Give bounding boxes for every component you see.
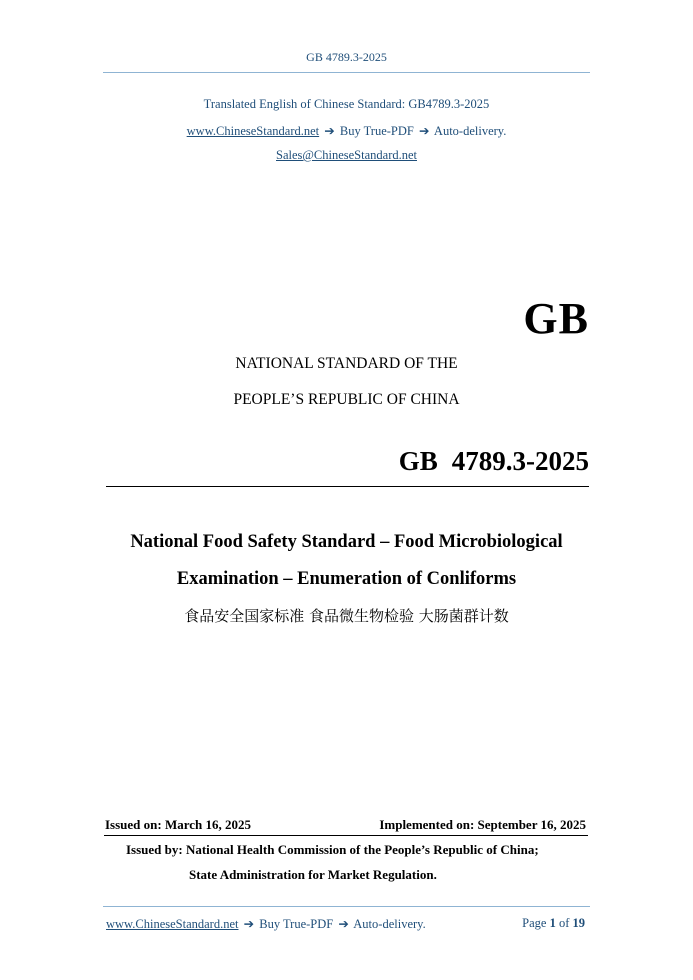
english-title-line1: National Food Safety Standard – Food Microbiological bbox=[130, 532, 563, 552]
arrow-right-icon: ➔ bbox=[324, 124, 335, 138]
arrow-right-icon: ➔ bbox=[243, 917, 255, 931]
national-standard-line2: PEOPLE’S REPUBLIC OF CHINA bbox=[233, 391, 460, 408]
english-title-line2: Examination – Enumeration of Conliforms bbox=[176, 569, 517, 589]
page-current: 1 bbox=[549, 916, 556, 930]
header-divider bbox=[103, 72, 590, 73]
standard-prefix: GB bbox=[398, 446, 438, 476]
email-line bbox=[0, 148, 693, 163]
national-standard-line1: NATIONAL STANDARD OF THE bbox=[235, 355, 458, 372]
arrow-right-icon: ➔ bbox=[419, 124, 430, 138]
standard-code: 4789.3-2025 bbox=[451, 446, 589, 476]
page-label: Page bbox=[522, 916, 547, 930]
page-of: of bbox=[558, 916, 570, 930]
implemented-on: Implemented on: September 16, 2025 bbox=[379, 817, 586, 832]
translated-notice: Translated English of Chinese Standard: GB4789.3-2025 bbox=[203, 97, 490, 111]
footer-buy-text: Buy True-PDF bbox=[259, 917, 334, 931]
delivery-text: Auto-delivery. bbox=[433, 124, 507, 138]
issued-by-line2: State Administration for Market Regulation. bbox=[189, 867, 437, 882]
page-total: 19 bbox=[572, 916, 585, 930]
issued-on: Issued on: March 16, 2025 bbox=[105, 817, 252, 832]
page-indicator bbox=[522, 916, 585, 931]
chinese-title: 食品安全国家标准 食品微生物检验 大肠菌群计数 bbox=[184, 607, 509, 625]
footer-site-link[interactable]: www.ChineseStandard.net bbox=[106, 917, 239, 931]
issue-divider bbox=[104, 835, 588, 836]
issued-by-line1: Issued by: National Health Commission of the People’s Republic of China; bbox=[126, 842, 539, 857]
buy-text: Buy True-PDF bbox=[339, 124, 414, 138]
site-link[interactable]: www.ChineseStandard.net bbox=[186, 124, 320, 138]
footer-purchase-line bbox=[106, 916, 426, 932]
arrow-right-icon: ➔ bbox=[338, 917, 349, 931]
title-divider bbox=[106, 486, 589, 487]
email-link[interactable]: Sales@ChineseStandard.net bbox=[276, 148, 417, 162]
running-header-title: GB 4789.3-2025 bbox=[306, 50, 387, 64]
purchase-line bbox=[0, 123, 693, 139]
gb-logo: GB bbox=[523, 294, 589, 343]
footer-divider bbox=[103, 906, 590, 907]
standard-number bbox=[399, 446, 589, 477]
footer-delivery-text: Auto-delivery. bbox=[353, 917, 426, 931]
